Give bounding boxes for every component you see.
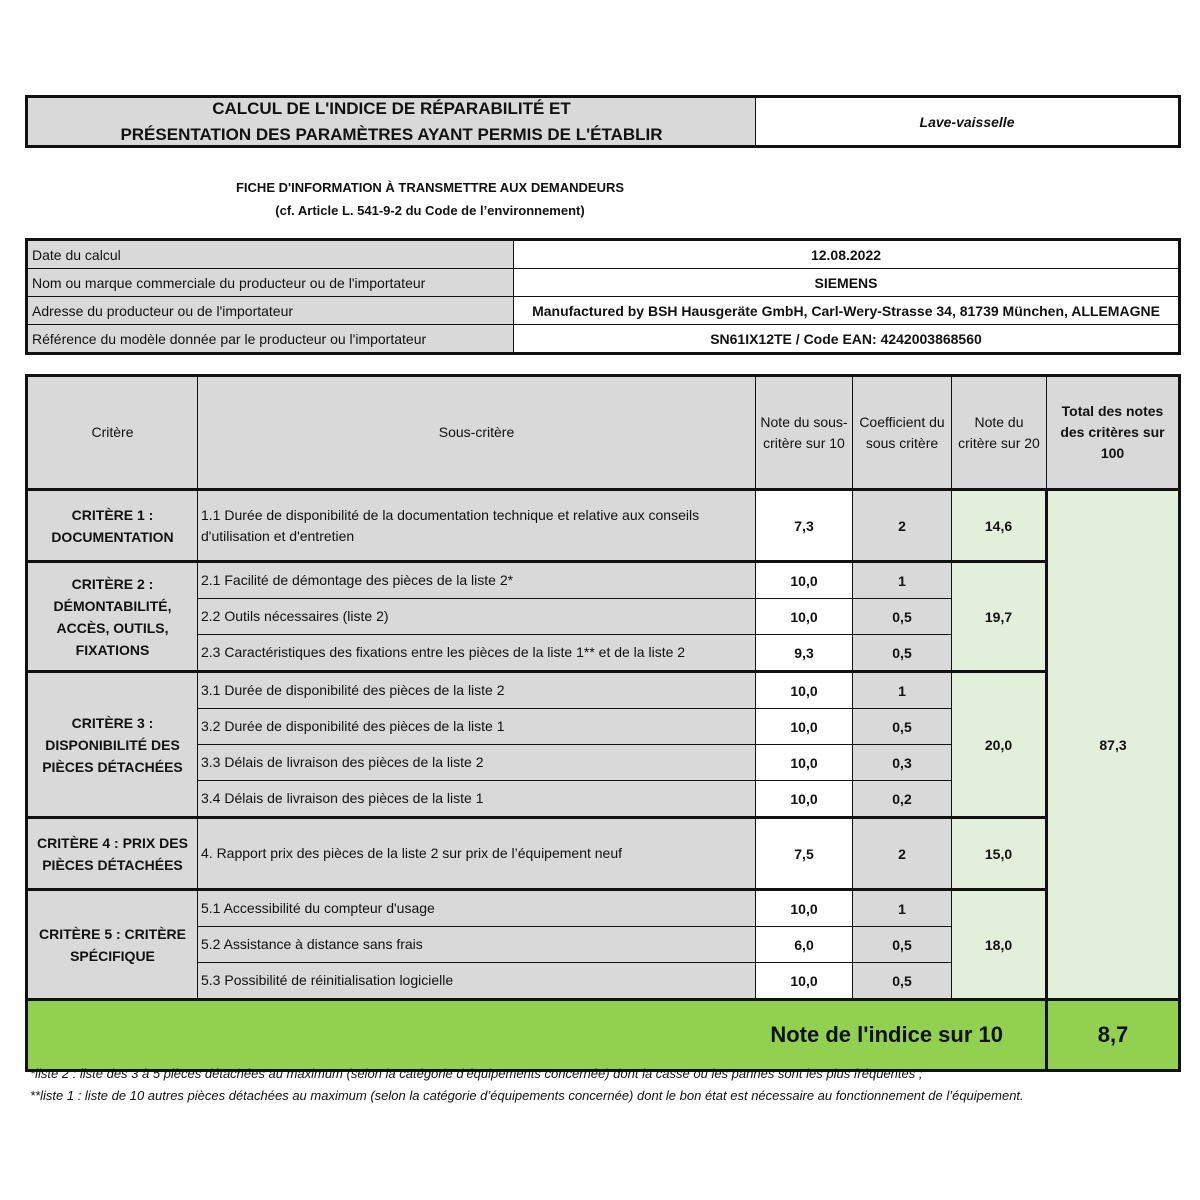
sub-criterion-coefficient: 1: [853, 672, 952, 709]
criterion-name: CRITÈRE 2 : DÉMONTABILITÉ, ACCÈS, OUTILS, FIXATIONS: [27, 562, 198, 672]
product-type: Lave-vaisselle: [756, 95, 1181, 148]
criterion-name: CRITÈRE 4 : PRIX DES PIÈCES DÉTACHÉES: [27, 818, 198, 890]
table-row: [27, 672, 1180, 709]
col-header-coefficient: Coefficient du sous critère: [853, 376, 952, 490]
info-value: SN61IX12TE / Code EAN: 4242003868560: [514, 325, 1180, 354]
table-row: [27, 490, 1180, 562]
sub-criterion-note: 10,0: [756, 745, 853, 781]
sub-criterion-label: 3.2 Durée de disponibilité des pièces de la liste 1: [198, 709, 756, 745]
info-row: [27, 297, 1180, 325]
repairability-table: [25, 374, 1181, 1072]
final-index-label: Note de l'indice sur 10: [27, 1000, 1047, 1071]
col-header-sous-critere: Sous-critère: [198, 376, 756, 490]
sub-criterion-coefficient: 1: [853, 890, 952, 927]
info-value: SIEMENS: [514, 269, 1180, 297]
title-line-2: PRÉSENTATION DES PARAMÈTRES AYANT PERMIS DE L'ÉTABLIR: [120, 124, 663, 144]
fiche-heading: [25, 176, 835, 222]
final-row: [27, 1000, 1180, 1071]
sub-criterion-note: 6,0: [756, 927, 853, 963]
criterion-note: 18,0: [952, 890, 1047, 1000]
info-table: [25, 238, 1181, 355]
criterion-name: CRITÈRE 3 : DISPONIBILITÉ DES PIÈCES DÉTACHÉES: [27, 672, 198, 818]
col-header-note-sous-critere: Note du sous-critère sur 10: [756, 376, 853, 490]
sub-criterion-coefficient: 0,5: [853, 709, 952, 745]
sub-criterion-label: 3.4 Délais de livraison des pièces de la liste 1: [198, 781, 756, 818]
sub-criterion-label: 2.1 Facilité de démontage des pièces de la liste 2*: [198, 562, 756, 599]
footnote-liste-1: **liste 1 : liste de 10 autres pièces détachées au maximum (selon la catégorie d’équipements concernée) dont le bon état est nécessaire au fonctionnement de l’équipement.: [30, 1088, 1024, 1103]
sub-criterion-note: 9,3: [756, 635, 853, 672]
sub-criterion-note: 7,5: [756, 818, 853, 890]
sub-criterion-note: 7,3: [756, 490, 853, 562]
info-row: [27, 325, 1180, 354]
sub-criterion-note: 10,0: [756, 562, 853, 599]
info-row: [27, 269, 1180, 297]
fiche-line-1: FICHE D'INFORMATION À TRANSMETTRE AUX DEMANDEURS: [235, 180, 625, 195]
table-row: [27, 818, 1180, 890]
sub-criterion-note: 10,0: [756, 963, 853, 1000]
sub-criterion-note: 10,0: [756, 709, 853, 745]
info-value: 12.08.2022: [514, 240, 1180, 269]
sub-criterion-coefficient: 0,5: [853, 963, 952, 1000]
sub-criterion-note: 10,0: [756, 781, 853, 818]
sub-criterion-note: 10,0: [756, 672, 853, 709]
col-header-critere: Critère: [27, 376, 198, 490]
document-title: [25, 95, 756, 148]
sub-criterion-label: 4. Rapport prix des pièces de la liste 2 sur prix de l’équipement neuf: [198, 818, 756, 890]
footnote-liste-2: *liste 2 : liste des 3 à 5 pièces détachées au maximum (selon la catégorie d’équipements concernée) dont la casse ou les pannes sont les plus fréquentes ;: [30, 1066, 923, 1081]
col-header-total: Total des notes des critères sur 100: [1047, 376, 1180, 490]
table-row: [27, 562, 1180, 599]
sub-criterion-coefficient: 0,5: [853, 599, 952, 635]
sub-criterion-label: 3.3 Délais de livraison des pièces de la liste 2: [198, 745, 756, 781]
info-row: [27, 240, 1180, 269]
info-label: Nom ou marque commerciale du producteur ou de l'importateur: [27, 269, 514, 297]
sub-criterion-coefficient: 0,2: [853, 781, 952, 818]
criterion-name: CRITÈRE 5 : CRITÈRE SPÉCIFIQUE: [27, 890, 198, 1000]
sub-criterion-label: 2.2 Outils nécessaires (liste 2): [198, 599, 756, 635]
sub-criterion-label: 1.1 Durée de disponibilité de la documentation technique et relative aux conseils d'utilisation et d'entretien: [198, 490, 756, 562]
criterion-note: 14,6: [952, 490, 1047, 562]
sub-criterion-label: 2.3 Caractéristiques des fixations entre les pièces de la liste 1** et de la liste 2: [198, 635, 756, 672]
col-header-note-critere: Note du critère sur 20: [952, 376, 1047, 490]
criterion-note: 20,0: [952, 672, 1047, 818]
total-score: 87,3: [1047, 490, 1180, 1000]
sub-criterion-coefficient: 0,3: [853, 745, 952, 781]
sub-criterion-label: 5.1 Accessibilité du compteur d'usage: [198, 890, 756, 927]
table-row: [27, 890, 1180, 927]
info-label: Adresse du producteur ou de l'importateur: [27, 297, 514, 325]
criterion-note: 19,7: [952, 562, 1047, 672]
title-line-1: CALCUL DE L'INDICE DE RÉPARABILITÉ ET: [212, 98, 571, 118]
criterion-name: CRITÈRE 1 : DOCUMENTATION: [27, 490, 198, 562]
criterion-note: 15,0: [952, 818, 1047, 890]
fiche-line-2: (cf. Article L. 541-9-2 du Code de l’environnement): [275, 203, 585, 218]
info-label: Date du calcul: [27, 240, 514, 269]
info-value: Manufactured by BSH Hausgeräte GmbH, Carl-Wery-Strasse 34, 81739 München, ALLEMAGNE: [514, 297, 1180, 325]
sub-criterion-coefficient: 2: [853, 818, 952, 890]
sub-criterion-coefficient: 2: [853, 490, 952, 562]
footnotes: [30, 1063, 1190, 1107]
sub-criterion-note: 10,0: [756, 890, 853, 927]
sub-criterion-note: 10,0: [756, 599, 853, 635]
sub-criterion-coefficient: 0,5: [853, 927, 952, 963]
sub-criterion-coefficient: 1: [853, 562, 952, 599]
sub-criterion-coefficient: 0,5: [853, 635, 952, 672]
info-label: Référence du modèle donnée par le producteur ou l'importateur: [27, 325, 514, 354]
final-index-value: 8,7: [1047, 1000, 1180, 1071]
sub-criterion-label: 5.2 Assistance à distance sans frais: [198, 927, 756, 963]
sub-criterion-label: 5.3 Possibilité de réinitialisation logicielle: [198, 963, 756, 1000]
sub-criterion-label: 3.1 Durée de disponibilité des pièces de la liste 2: [198, 672, 756, 709]
